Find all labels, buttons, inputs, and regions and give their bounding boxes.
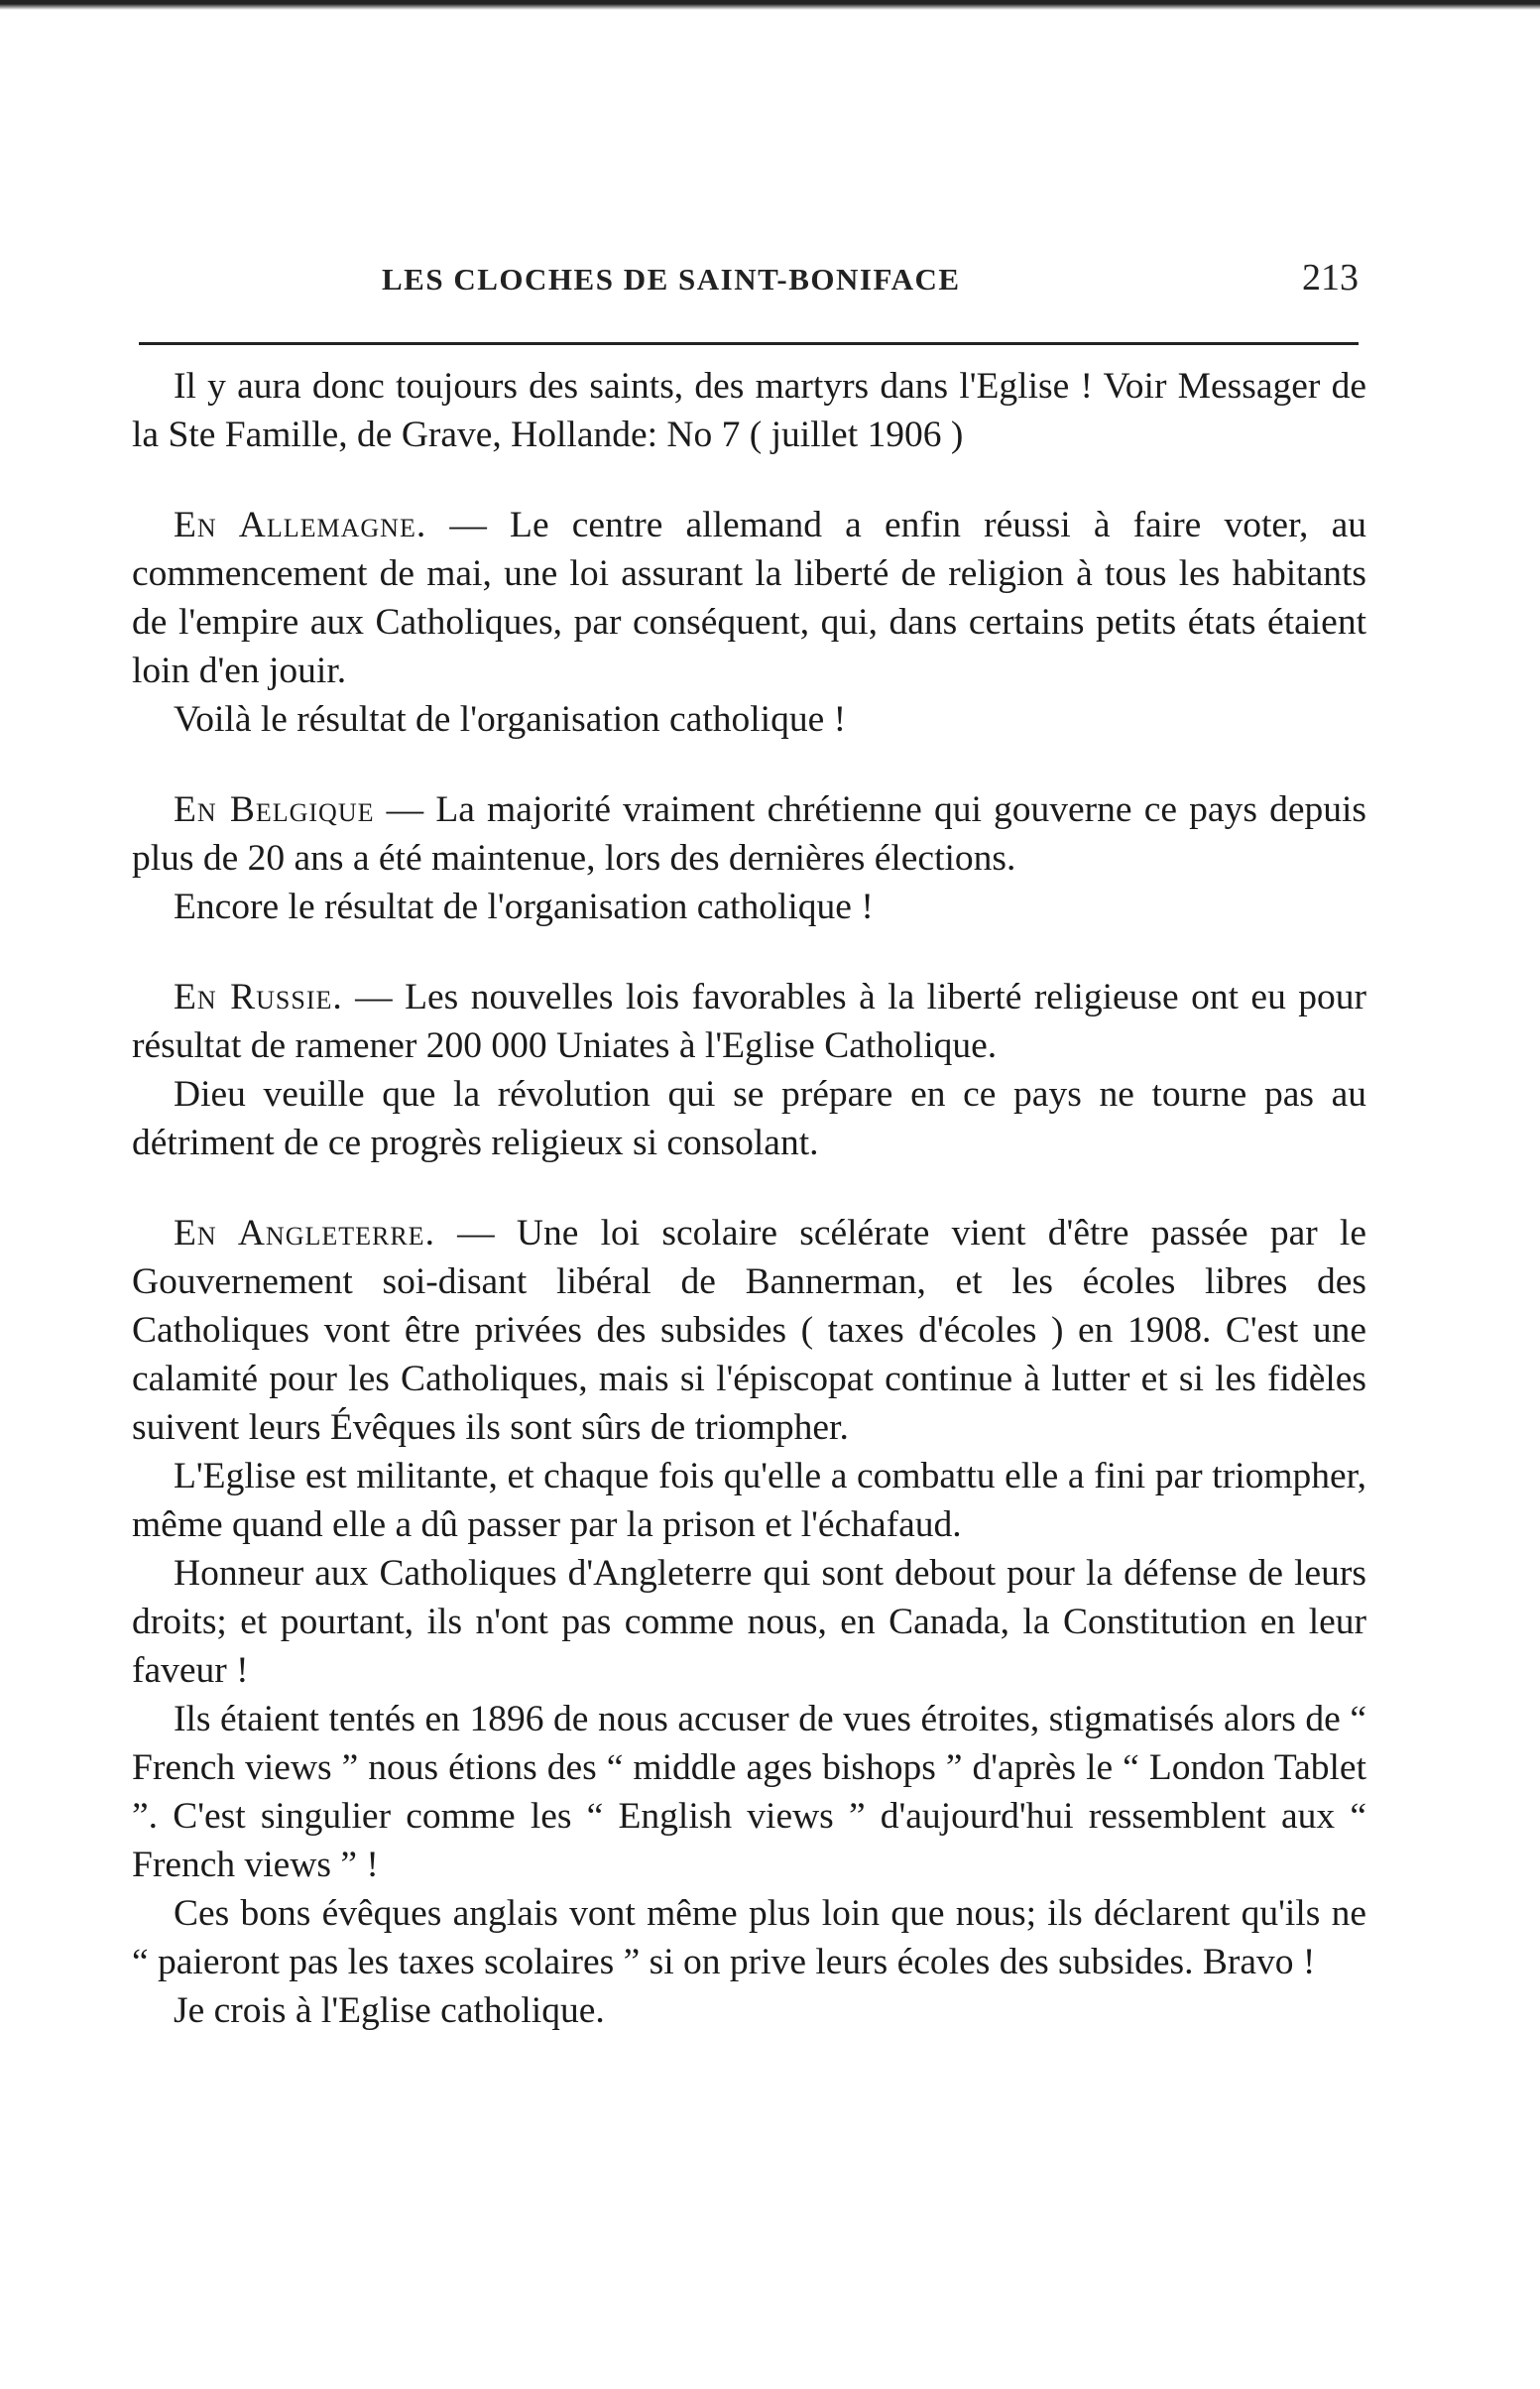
body-text [132, 362, 1366, 2035]
paragraph-russie [132, 973, 1366, 1070]
paragraph-conclusion-belgique [132, 883, 1366, 931]
paragraph-text: Encore le résultat de l'organisation catholique ! [174, 887, 874, 927]
paragraph-text: Je crois à l'Eglise catholique. [174, 1990, 605, 2031]
paragraph-conclusion-allemagne [132, 695, 1366, 744]
paragraph-text: Voilà le résultat de l'organisation catholique ! [174, 699, 847, 740]
paragraph-saints [132, 362, 1366, 459]
section-lead-belgique: En Belgique [174, 789, 375, 830]
paragraph-honneur [132, 1549, 1366, 1695]
header-rule [139, 342, 1359, 345]
paragraph-text: Il y aura donc toujours des saints, des martyrs dans l'Eglise ! Voir Messager de la Ste Famille, de Grave, Hollande: No 7 ( juillet 1906 ) [132, 366, 1366, 455]
paragraph-text: Honneur aux Catholiques d'Angleterre qui sont debout pour la défense de leurs droits; et pourtant, ils n'ont pas comme nous, en Canada, la Constitution en leur faveur ! [132, 1553, 1366, 1691]
section-lead-allemagne: En Allemagne. [174, 505, 427, 545]
paragraph-belgique [132, 785, 1366, 883]
scan-top-edge [0, 0, 1540, 10]
paragraph-french-views [132, 1695, 1366, 1889]
paragraph-text: — Une loi scolaire scélérate vient d'être passée par le Gouvernement soi-disant libéral de Bannerman, et les écoles libres des Catholiques vont être privées des subsides ( taxes d'écoles ) en 1908. C'est une calamité pour les Catholiques, mais si l'épiscopat continue à lutter et si les fidèles suivent leurs Évêques ils sont sûrs de triompher. [132, 1213, 1367, 1448]
page-header [129, 256, 1359, 305]
section-lead-angleterre: En Angleterre. [174, 1213, 435, 1254]
running-title: LES CLOCHES DE SAINT-BONIFACE [382, 262, 961, 297]
paragraph-allemagne [132, 501, 1366, 695]
paragraph-eglise-militante [132, 1452, 1366, 1549]
paragraph-je-crois [132, 1986, 1366, 2035]
section-lead-russie: En Russie. [174, 977, 343, 1017]
paragraph-text: — Le centre allemand a enfin réussi à faire voter, au commencement de mai, une loi assurant la liberté de religion à tous les habitants de l'empire aux Catholiques, par conséquent, qui, dans certains petits états étaient loin d'en jouir. [132, 505, 1366, 691]
paragraph-eveques-anglais [132, 1889, 1366, 1986]
paragraph-conclusion-russie [132, 1070, 1366, 1167]
paragraph-text: — Les nouvelles lois favorables à la liberté religieuse ont eu pour résultat de ramener 200 000 Uniates à l'Eglise Catholique. [132, 977, 1366, 1066]
page-number: 213 [1302, 257, 1359, 299]
paragraph-text: Dieu veuille que la révolution qui se prépare en ce pays ne tourne pas au détriment de ce progrès religieux si consolant. [132, 1074, 1366, 1163]
paragraph-text: Ces bons évêques anglais vont même plus loin que nous; ils déclarent qu'ils ne “ paieront pas les taxes scolaires ” si on prive leurs écoles des subsides. Bravo ! [132, 1893, 1366, 1982]
paragraph-angleterre [132, 1209, 1366, 1452]
paragraph-text: — La majorité vraiment chrétienne qui gouverne ce pays depuis plus de 20 ans a été maintenue, lors des dernières élections. [132, 789, 1366, 879]
paragraph-text: L'Eglise est militante, et chaque fois qu'elle a combattu elle a fini par triompher, même quand elle a dû passer par la prison et l'échafaud. [132, 1456, 1366, 1545]
paragraph-text: Ils étaient tentés en 1896 de nous accuser de vues étroites, stigmatisés alors de “ French views ” nous étions des “ middle ages bishops ” d'après le “ London Tablet ”. C'est singulier comme les “ English views ” d'aujourd'hui ressemblent aux “ French views ” ! [132, 1699, 1366, 1885]
